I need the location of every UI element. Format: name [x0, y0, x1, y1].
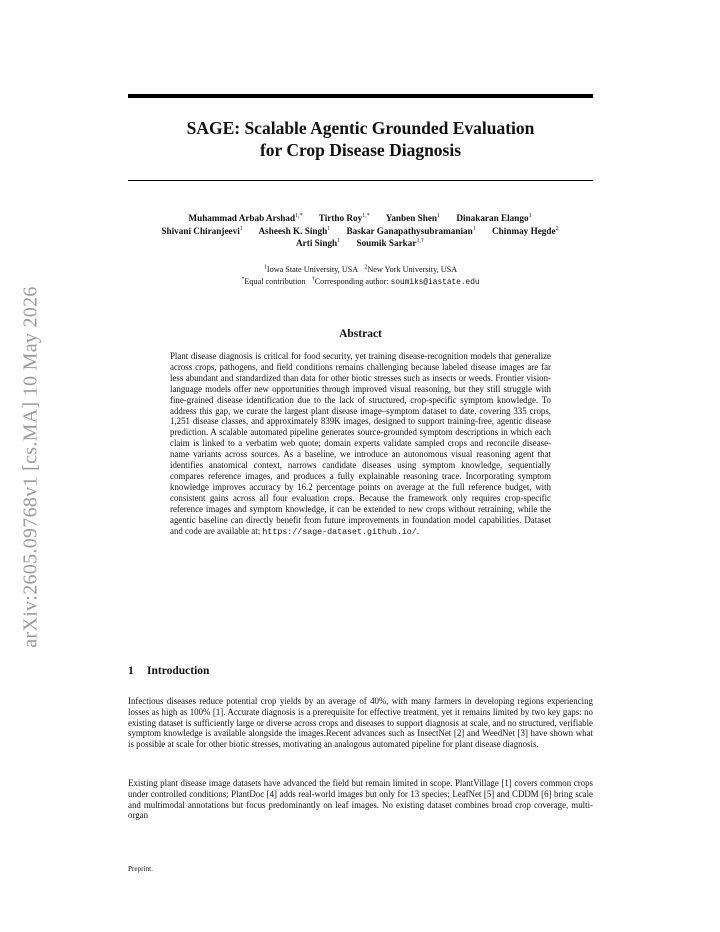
intro-paragraph-1: Infectious diseases reduce potential crop yields by an average of 40%, with many farmers in developing regions experiencing losses as high as 100% [1]. Accurate diagnosis is a prerequisite for effective treatment, yet it remains limited by two key gaps: no existing dataset is sufficiently large or diverse across crops and diseases to support diagnosis at scale, and no structured, verifiable symptom knowledge is available alongside the images.Recent advances such as InsectNet [2] and WeedNet [3] have shown what is possible at scale for other biotic stresses, motivating an analogous automated pipeline for plant disease diagnosis. [128, 696, 593, 750]
abstract-text: Plant disease diagnosis is critical for food security, yet training disease-recognition models that generalize across crops, pathogens, and field conditions remains challenging because labeled disease images are far less abundant and standardized than data for other biotic stresses such as insects or weeds. Frontier vision-language models offer new opportunities through improved visual reasoning, but they still struggle with fine-grained disease identification due to the lack of structured, crop-specific symptom knowledge. To address this gap, we curate the largest plant disease image–symptom dataset to date, covering 335 crops, 1,251 disease classes, and approximately 839K images, designed to support training-free, agentic disease prediction. A scalable automated pipeline generates source-grounded symptom descriptions in which each claim is linked to a verbatim web quote; domain experts validate sampled crops and reconcile disease-name variants across sources. As a baseline, we introduce an autonomous visual reasoning agent that identifies anatomical context, narrows candidate diseases using symptom knowledge, sequentially compares reference images, and produces a fully explainable reasoning trace. Incorporating symptom knowledge improves accuracy by 16.2 percentage points on average at the full reference budget, with consistent gains across all four evaluation crops. Because the framework only requires crop-specific reference images and symptom knowledge, it can be extended to new crops without retraining, while the agentic baseline can directly benefit from future improvements in foundation model capabilities. Dataset and code are available at: [170, 351, 551, 536]
author-name: Arti Singh [296, 238, 338, 248]
author-line-2 [110, 225, 610, 238]
author-line-1 [110, 212, 610, 225]
contribution-note [128, 276, 593, 289]
title-top-rule [128, 94, 593, 98]
corresponding-marker: † [311, 276, 315, 283]
affiliation-line [128, 264, 593, 276]
author-affil-marker: 2 [555, 225, 559, 232]
author-name: Baskar Ganapathysubramanian [346, 225, 473, 236]
paper-title [128, 117, 593, 161]
author-affil-marker: 1,* [362, 212, 370, 219]
author-name: Muhammad Arbab Arshad [188, 213, 296, 223]
author-affil-marker: 1 [472, 225, 476, 232]
title-bottom-rule [128, 180, 593, 181]
preprint-footer: Preprint. [128, 865, 153, 873]
author-line-3 [110, 237, 610, 250]
title-line-2: for Crop Disease Diagnosis [259, 140, 462, 160]
arxiv-sidebar-stamp [14, 252, 48, 682]
affiliation-nyu: New York University, USA [367, 265, 458, 274]
intro-paragraph-2: Existing plant disease image datasets have advanced the field but remain limited in scope. PlantVillage [1] covers common crops under controlled conditions; PlantDoc [4] adds real-world images but only for 13 species; LeafNet [5] and CDDM [6] bring scale and multimodal annotations but focus predominantly on leaf images. No existing dataset combines broad crop coverage, multi-organ [128, 778, 593, 821]
dataset-url-link[interactable]: https://sage-dataset.github.io/ [262, 527, 417, 537]
author-affil-marker: 1 [239, 225, 243, 232]
affiliation-marker: 2 [364, 264, 368, 271]
author-name: Dinakaran Elango [456, 213, 529, 223]
author-list [110, 212, 610, 250]
author-affil-marker: 1 [437, 212, 441, 219]
title-line-1: SAGE: Scalable Agentic Grounded Evaluation [186, 118, 535, 138]
affiliations [128, 264, 593, 289]
arxiv-identifier: arXiv:2605.09768v1 [cs.MA] 10 May 2026 [19, 286, 42, 648]
author-affil-marker: 1,* [295, 212, 303, 219]
author-name: Soumik Sarkar [356, 238, 417, 248]
abstract-end: . [416, 525, 419, 536]
author-affil-marker: 1 [528, 212, 532, 219]
equal-contribution-text: Equal contribution [244, 277, 306, 286]
author-affil-marker: 1 [337, 237, 341, 244]
author-name: Yanben Shen [385, 213, 438, 223]
section-heading-introduction [128, 665, 209, 677]
author-name: Shivani Chiranjeevi [161, 225, 240, 236]
section-number: 1 [128, 665, 134, 677]
author-affil-marker: 1 [327, 225, 331, 232]
affiliation-marker: 1 [263, 264, 267, 271]
author-name: Chinmay Hegde [492, 225, 556, 236]
corresponding-author-text: Corresponding author: [314, 277, 391, 286]
author-name: Asheesh K. Singh [258, 225, 328, 236]
section-title: Introduction [147, 665, 210, 677]
equal-contribution-marker: * [241, 276, 245, 283]
corresponding-email: soumiks@iastate.edu [390, 279, 480, 287]
author-name: Tirtho Roy [318, 213, 363, 223]
author-affil-marker: 1,† [416, 237, 424, 244]
abstract-body [170, 351, 551, 538]
affiliation-iowa-state: Iowa State University, USA [266, 265, 359, 274]
abstract-heading: Abstract [339, 328, 382, 340]
